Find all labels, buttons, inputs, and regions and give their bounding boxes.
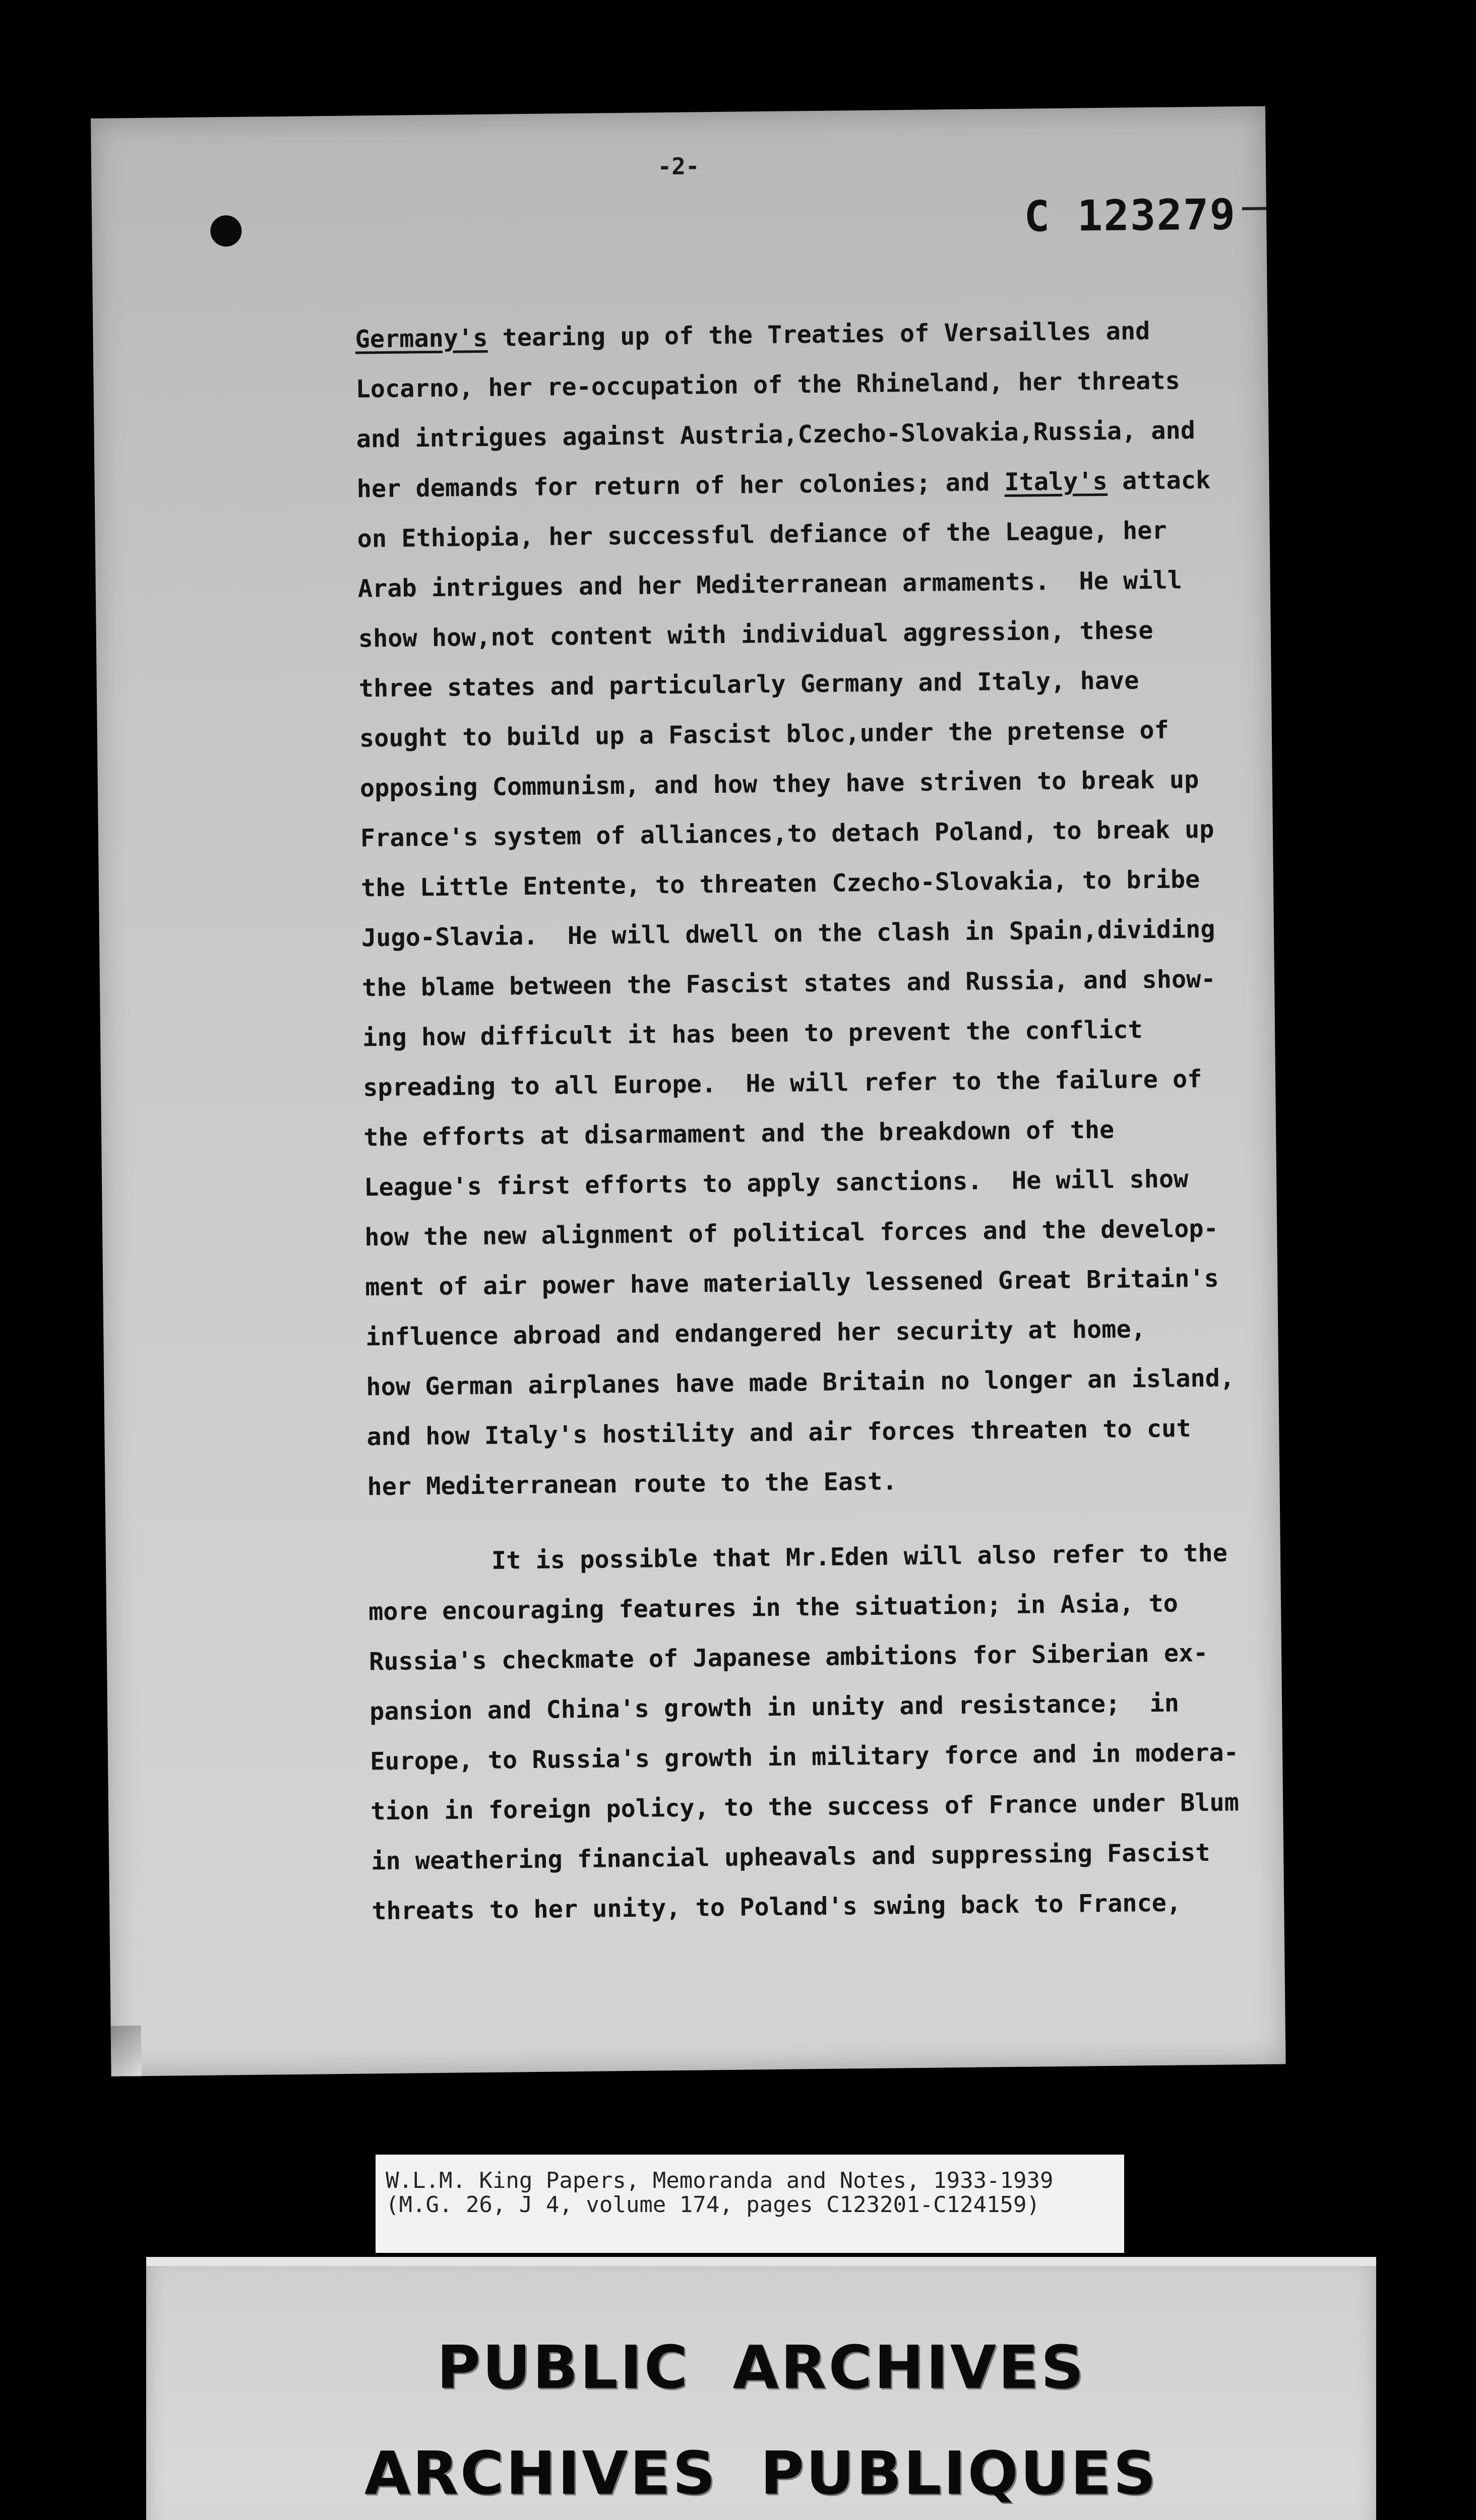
text-segment: Locarno, her re-occupation of the Rhineland, her threats: [355, 366, 1181, 404]
text-line: [372, 1877, 1279, 1937]
text-line: [364, 1204, 1272, 1263]
text-segment: Europe, to Russia's growth in military force and in modera-: [370, 1738, 1239, 1776]
text-line: [368, 1528, 1276, 1588]
text-line: [358, 655, 1266, 714]
text-segment: show how,not content with individual aggression, these: [358, 616, 1153, 653]
text-segment: spreading to all Europe. He will refer to the failure of: [362, 1065, 1202, 1102]
typed-text: [355, 305, 1279, 1937]
text-segment: the Little Entente, to threaten Czecho-Slovakia, to bribe: [360, 865, 1200, 903]
text-line: [370, 1678, 1277, 1737]
text-line: [356, 405, 1264, 465]
paragraph-1: [355, 305, 1275, 1513]
text-segment: Russia's checkmate of Japanese ambitions for Siberian ex-: [368, 1639, 1208, 1676]
stamp-mark: [1242, 207, 1266, 211]
reference-label-line-1: W.L.M. King Papers, Memoranda and Notes, 1933-1939: [386, 2168, 1054, 2193]
text-line: [371, 1778, 1278, 1837]
text-segment: sought to build up a Fascist bloc,under the pretense of: [359, 716, 1170, 753]
text-segment: Jugo-Slavia. He will dwell on the clash in Spain,dividing: [361, 915, 1215, 953]
text-segment: three states and particularly Germany and Italy, have: [358, 666, 1139, 703]
text-segment: and intrigues against Austria,Czecho-Slovakia,Russia, and: [356, 416, 1196, 454]
underlined-word: Germany's: [355, 324, 488, 354]
text-line: [362, 954, 1270, 1014]
archive-title-french: ARCHIVES PUBLIQUES: [364, 2438, 1158, 2508]
text-segment: influence abroad and endangered her security at home,: [365, 1315, 1146, 1352]
text-segment: It is possible that Mr.Eden will also refer to the: [491, 1539, 1228, 1575]
text-line: [359, 754, 1267, 814]
text-segment: tion in foreign policy, to the success of France under Blum: [370, 1788, 1240, 1826]
page-number: -2-: [657, 152, 700, 180]
text-line: [368, 1578, 1276, 1637]
text-line: [360, 804, 1268, 864]
text-segment: on Ethiopia, her successful defiance of the League, her: [357, 516, 1167, 553]
document-page: [91, 106, 1286, 2076]
text-segment: her demands for return of her colonies; and: [356, 468, 1005, 503]
text-segment: ing how difficult it has been to prevent the conflict: [362, 1016, 1143, 1052]
text-line: [361, 854, 1269, 914]
text-line: [363, 1104, 1271, 1163]
text-line: [371, 1828, 1279, 1887]
card-edge: [146, 2257, 1376, 2266]
text-segment: how the new alignment of political forces and the develop-: [364, 1214, 1219, 1252]
reference-stamp: C 123279: [1024, 190, 1237, 241]
text-segment: League's first efforts to apply sanctions. He will show: [363, 1165, 1189, 1202]
archive-title-english: PUBLIC ARCHIVES: [437, 2333, 1086, 2402]
text-segment: more encouraging features in the situation; in Asia, to: [368, 1589, 1179, 1626]
text-segment: ment of air power have materially lessened Great Britain's: [365, 1264, 1219, 1302]
text-segment: the efforts at disarmament and the breakdown of the: [363, 1115, 1115, 1152]
paragraph-2: [368, 1528, 1279, 1937]
text-segment: her Mediterranean route to the East.: [367, 1467, 897, 1501]
reference-label: [376, 2155, 1124, 2253]
text-line: [364, 1154, 1272, 1213]
text-line: [366, 1353, 1274, 1413]
text-line: [367, 1453, 1275, 1513]
text-segment: attack: [1107, 466, 1211, 495]
text-line: [356, 455, 1264, 515]
text-segment: and how Italy's hostility and air forces threaten to cut: [366, 1414, 1191, 1452]
text-segment: Arab intrigues and her Mediterranean armaments. He will: [357, 566, 1183, 603]
text-segment: how German airplanes have made Britain no longer an island,: [366, 1364, 1235, 1402]
punch-hole: [210, 215, 242, 247]
archive-card: [146, 2257, 1376, 2520]
text-line: [365, 1253, 1273, 1313]
text-line: [358, 605, 1266, 664]
text-line: [365, 1303, 1273, 1363]
text-segment: pansion and China's growth in unity and resistance; in: [369, 1689, 1180, 1726]
text-line: [363, 1054, 1271, 1113]
text-line: [357, 555, 1265, 614]
reference-label-line-2: (M.G. 26, J 4, volume 174, pages C123201-C124159): [386, 2192, 1040, 2218]
page-corner-curl: [111, 2026, 142, 2076]
text-segment: tearing up of the Treaties of Versailles and: [487, 317, 1150, 352]
text-line: [370, 1728, 1278, 1787]
text-segment: in weathering financial upheavals and suppressing Fascist: [371, 1838, 1210, 1876]
text-line: [359, 705, 1267, 764]
text-line: [361, 904, 1269, 964]
text-line: [355, 305, 1263, 365]
text-segment: the blame between the Fascist states and Russia, and show-: [361, 965, 1216, 1002]
text-segment: France's system of alliances,to detach Poland, to break up: [360, 815, 1214, 853]
text-line: [355, 355, 1263, 415]
text-line: [357, 505, 1265, 564]
text-line: [366, 1403, 1274, 1463]
text-line: [362, 1004, 1270, 1063]
underlined-word: Italy's: [1004, 467, 1108, 497]
text-segment: opposing Communism, and how they have striven to break up: [359, 766, 1199, 803]
text-segment: threats to her unity, to Poland's swing back to France,: [371, 1888, 1182, 1926]
text-line: [369, 1628, 1277, 1687]
